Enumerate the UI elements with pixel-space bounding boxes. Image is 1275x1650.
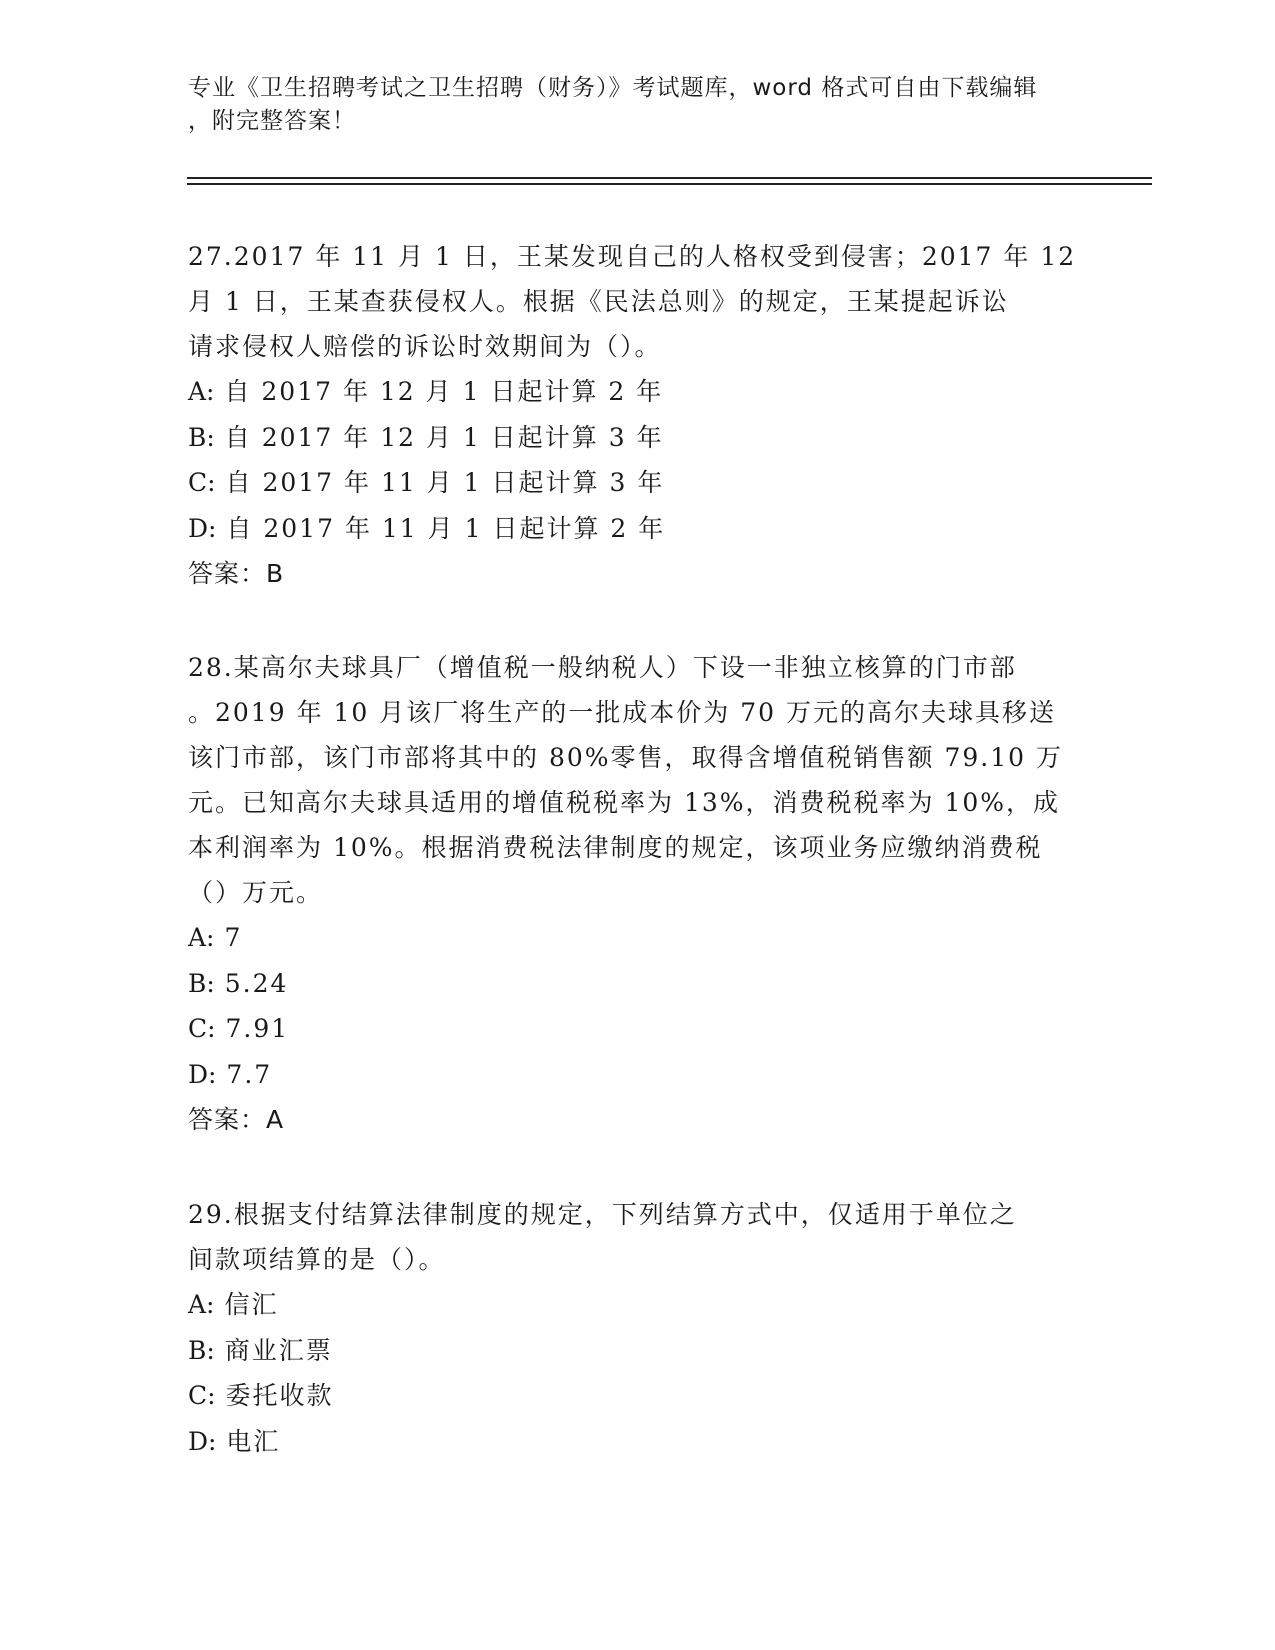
question-27 <box>188 234 1078 596</box>
question-stem-line: 间款项结算的是（）。 <box>188 1245 446 1274</box>
question-stem-line: 月 1 日，王某查获侵权人。根据《民法总则》的规定，王某提起诉讼 <box>188 287 1009 316</box>
option-c: C: 7.91 <box>188 1014 290 1043</box>
answer-line: 答案：B <box>188 559 285 588</box>
option-a: A: 7 <box>188 923 243 952</box>
option-a: A: 自 2017 年 12 月 1 日起计算 2 年 <box>188 377 664 406</box>
header-line-1: 专业《卫生招聘考试之卫生招聘（财务）》考试题库，word 格式可自由下载编辑 <box>188 75 1038 101</box>
question-stem-line: 元。已知高尔夫球具适用的增值税税率为 13%，消费税税率为 10%，成 <box>188 788 1061 817</box>
option-c: C: 委托收款 <box>188 1381 334 1410</box>
header-line-2: ，附完整答案！ <box>188 108 356 134</box>
option-d: D: 电汇 <box>188 1426 281 1456</box>
option-c: C: 自 2017 年 11 月 1 日起计算 3 年 <box>188 468 665 497</box>
question-stem-line: 28.某高尔夫球具厂（增值税一般纳税人）下设一非独立核算的门市部 <box>188 653 1017 682</box>
option-b: B: 自 2017 年 12 月 1 日起计算 3 年 <box>188 422 664 452</box>
option-b: B: 商业汇票 <box>188 1335 333 1365</box>
question-stem-line: 。2019 年 10 月该厂将生产的一批成本价为 70 万元的高尔夫球具移送 <box>188 698 1056 727</box>
question-29 <box>188 1192 1078 1464</box>
option-b: B: 5.24 <box>188 968 289 998</box>
question-28 <box>188 645 1078 1142</box>
question-stem-line: （）万元。 <box>188 878 324 907</box>
question-stem-line: 本利润率为 10%。根据消费税法律制度的规定，该项业务应缴纳消费税 <box>188 833 1043 862</box>
option-d: D: 7.7 <box>188 1059 273 1089</box>
question-stem-line: 该门市部，该门市部将其中的 80%零售，取得含增值税销售额 79.10 万 <box>188 743 1063 772</box>
header-rule-top <box>187 177 1152 179</box>
question-stem-line: 27.2017 年 11 月 1 日，王某发现自己的人格权受到侵害；2017 年 12 <box>188 242 1077 271</box>
answer-line: 答案：A <box>188 1105 285 1134</box>
option-a: A: 信汇 <box>188 1290 279 1319</box>
option-d: D: 自 2017 年 11 月 1 日起计算 2 年 <box>188 513 666 543</box>
question-stem-line: 29.根据支付结算法律制度的规定，下列结算方式中，仅适用于单位之 <box>188 1200 1017 1229</box>
document-header <box>188 72 1068 138</box>
question-stem-line: 请求侵权人赔偿的诉讼时效期间为（）。 <box>188 332 662 361</box>
header-rule-bottom <box>187 183 1152 185</box>
